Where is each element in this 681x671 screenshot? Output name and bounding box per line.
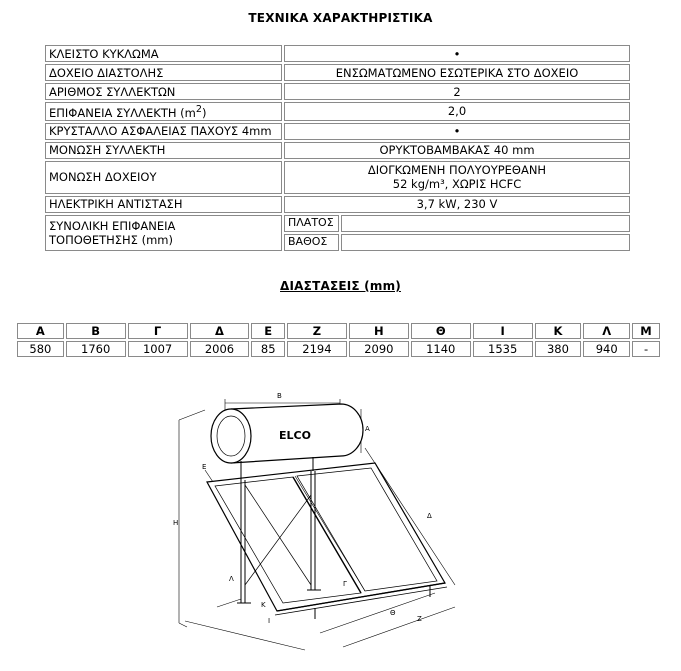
table-row — [17, 341, 660, 357]
dim-label-h: H — [173, 519, 179, 527]
dim-label-a: A — [365, 425, 370, 433]
spec-label: ΑΡΙΘΜΟΣ ΣΥΛΛΕΚΤΩΝ — [45, 83, 282, 100]
dim-value: 1140 — [411, 341, 471, 357]
dim-header: Η — [349, 323, 409, 339]
spec-value: ΕΝΣΩΜΑΤΩΜΕΝΟ ΕΣΩΤΕΡΙΚΑ ΣΤΟ ΔΟΧΕΙΟ — [284, 64, 630, 81]
spec-value-line: 52 kg/m³, ΧΩΡΙΣ HCFC — [392, 177, 522, 192]
dim-header: Κ — [535, 323, 582, 339]
dim-label-g: Γ — [343, 580, 347, 588]
dim-header: Ζ — [287, 323, 347, 339]
dim-label-l: Λ — [229, 575, 234, 583]
spec-value — [284, 161, 630, 194]
dim-header: Ι — [473, 323, 533, 339]
dim-value: 940 — [583, 341, 630, 357]
dim-label-b: B — [277, 392, 282, 400]
depth-label: ΒΑΘΟΣ — [284, 234, 339, 251]
dim-header: Β — [66, 323, 126, 339]
spec-label: ΚΡΥΣΤΑΛΛΟ ΑΣΦΑΛΕΙΑΣ ΠΑΧΟΥΣ 4mm — [45, 123, 282, 140]
dim-header: Λ — [583, 323, 630, 339]
spec-value: 2,0 — [284, 102, 630, 121]
dimensions-title: ΔΙΑΣΤΑΣΕΙΣ (mm) — [280, 279, 401, 293]
dim-header: Γ — [128, 323, 188, 339]
elco-logo — [279, 429, 311, 442]
width-label: ΠΛΑΤΟΣ — [284, 215, 339, 232]
specs-table — [43, 43, 632, 253]
dim-value: 380 — [535, 341, 582, 357]
dim-label-th: Θ — [390, 609, 396, 617]
dim-value: - — [632, 341, 660, 357]
surface-label-line: ΣΥΝΟΛΙΚΗ ΕΠΙΦΑΝΕΙΑ — [49, 218, 176, 233]
dim-value: 1535 — [473, 341, 533, 357]
table-row — [45, 45, 630, 62]
dimensions-table — [15, 321, 662, 359]
table-row — [45, 123, 630, 140]
width-value — [341, 215, 630, 232]
spec-value-line: ΔΙΟΓΚΩΜΕΝΗ ΠΟΛΥΟΥΡΕΘΑΝΗ — [367, 163, 547, 178]
table-row — [45, 142, 630, 159]
spec-label: ΜΟΝΩΣΗ ΣΥΛΛΕΚΤΗ — [45, 142, 282, 159]
dim-header: Θ — [411, 323, 471, 339]
spec-label: ΚΛΕΙΣΤΟ ΚΥΚΛΩΜΑ — [45, 45, 282, 62]
dim-header: Μ — [632, 323, 660, 339]
spec-label — [45, 102, 282, 121]
spec-label: ΗΛΕΚΤΡΙΚΗ ΑΝΤΙΣΤΑΣΗ — [45, 196, 282, 213]
table-row — [45, 161, 630, 194]
table-row — [45, 196, 630, 213]
spec-value: 3,7 kW, 230 V — [284, 196, 630, 213]
dim-value: 2194 — [287, 341, 347, 357]
spec-value: ΟΡΥΚΤΟΒΑΜΒΑΚΑΣ 40 mm — [284, 142, 630, 159]
dim-label-e: E — [202, 463, 207, 471]
page-title: ΤΕΧΝΙΚΑ ΧΑΡΑΚΤΗΡΙΣΤΙΚΑ — [248, 11, 433, 25]
dim-header: Ε — [251, 323, 285, 339]
dim-label-d: Δ — [427, 512, 432, 520]
surface-label-line: ΤΟΠΟΘΕΤΗΣΗΣ (mm) — [49, 232, 173, 247]
spec-value: • — [284, 45, 630, 62]
dim-header: Α — [17, 323, 64, 339]
table-row — [45, 102, 630, 121]
table-row — [45, 215, 630, 232]
surface-label — [45, 215, 282, 251]
table-row — [45, 83, 630, 100]
spec-label: ΜΟΝΩΣΗ ΔΟΧΕΙΟΥ — [45, 161, 282, 194]
spec-label-end: ) — [201, 105, 207, 120]
table-header-row — [17, 323, 660, 339]
dim-value: 1007 — [128, 341, 188, 357]
spec-label-text: ΕΠΙΦΑΝΕΙΑ ΣΥΛΛΕΚΤΗ (m — [49, 105, 196, 120]
dim-label-k: K — [261, 601, 266, 609]
spec-label-sup: 2 — [195, 104, 202, 115]
spec-value: 2 — [284, 83, 630, 100]
dim-header: Δ — [190, 323, 250, 339]
brand-text: ELCO — [279, 429, 311, 442]
dim-value: 2006 — [190, 341, 250, 357]
spec-value: • — [284, 123, 630, 140]
table-row — [45, 64, 630, 81]
dim-label-i: I — [268, 617, 271, 625]
dim-value: 580 — [17, 341, 64, 357]
dim-value: 1760 — [66, 341, 126, 357]
dim-value: 85 — [251, 341, 285, 357]
dim-label-z: Z — [417, 615, 422, 623]
solar-heater-drawing — [165, 385, 510, 667]
depth-value — [341, 234, 630, 251]
dim-value: 2090 — [349, 341, 409, 357]
spec-label: ΔΟΧΕΙΟ ΔΙΑΣΤΟΛΗΣ — [45, 64, 282, 81]
